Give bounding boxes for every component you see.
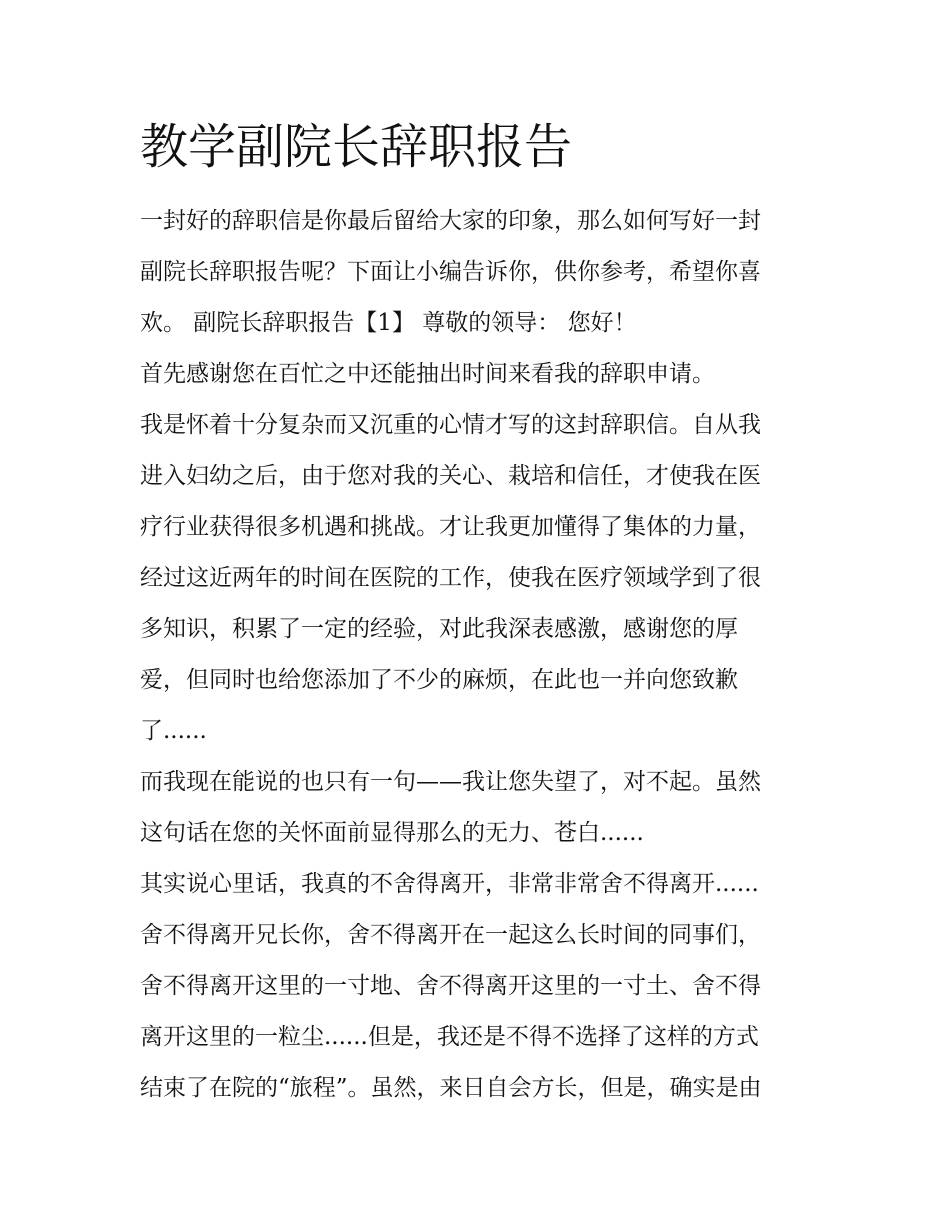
body-line: 其实说心里话，我真的不舍得离开，非常非常舍不得离开...... [140,871,759,897]
body-line: 经过这近两年的时间在医院的工作，使我在医疗领域学到了很 [140,565,761,591]
body-line: 一封好的辞职信是你最后留给大家的印象，那么如何写好一封 [140,208,761,234]
body-line: 离开这里的一粒尘......但是，我还是不得不选择了这样的方式 [140,1024,759,1050]
body-line: 舍不得离开兄长你，舍不得离开在一起这么长时间的同事们， [140,922,761,948]
body-line: 欢。 副院长辞职报告【1】 尊敬的领导： 您好！ [140,310,637,336]
body-line: 舍不得离开这里的一寸地、舍不得离开这里的一寸土、舍不得 [140,973,761,999]
body-line: 结束了在院的“旅程”。虽然，来日自会方长，但是，确实是由 [140,1075,762,1101]
document-body [140,196,820,1114]
body-line: 爱，但同时也给您添加了不少的麻烦，在此也一并向您致歉 [140,667,738,693]
document-title: 教学副院长辞职报告 [140,119,573,175]
body-line: 多知识，积累了一定的经验，对此我深表感激，感谢您的厚 [140,616,738,642]
body-line: 疗行业获得很多机遇和挑战。才让我更加懂得了集体的力量， [140,514,761,540]
body-line: 了...... [140,718,207,744]
body-line: 首先感谢您在百忙之中还能抽出时间来看我的辞职申请。 [140,361,715,387]
body-line: 这句话在您的关怀面前显得那么的无力、苍白...... [140,820,644,846]
body-line: 我是怀着十分复杂而又沉重的心情才写的这封辞职信。自从我 [140,412,761,438]
body-line: 副院长辞职报告呢？下面让小编告诉你，供你参考，希望你喜 [140,259,761,285]
body-line: 而我现在能说的也只有一句——我让您失望了，对不起。虽然 [140,769,761,795]
body-line: 进入妇幼之后，由于您对我的关心、栽培和信任，才使我在医 [140,463,761,489]
